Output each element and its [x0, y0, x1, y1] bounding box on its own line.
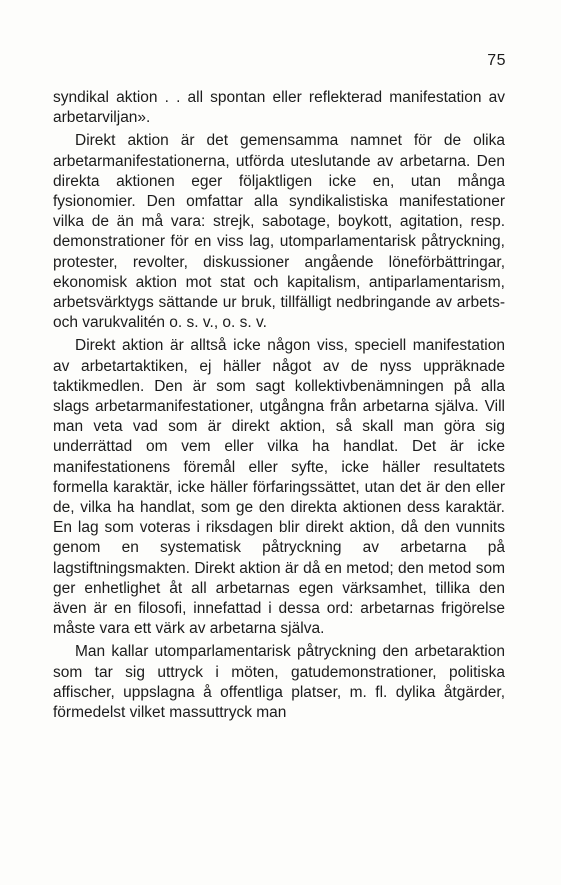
body-text — [53, 88, 505, 726]
paragraph-direct-action-definition: Direkt aktion är det gemensamma namnet för de olika arbetarmanifestationerna, utförda uteslutande av arbetarna. Den direkta aktionen eger följaktligen icke en, utan många fysionomier. Den omfattar alla syndikalistiska manifestationer vilka de än må vara: strejk, sabotage, boykott, agitation, resp. demonstrationer för en viss lag, utomparlamentarisk påtryckning, protester, revolter, diskussioner angående löneförbättringar, ekonomisk aktion mot stat och kapitalism, antiparlamentarism, arbetsvärktygs sättande ur bruk, tillfälligt nedbringande av arbets- och varukvalitén o. s. v., o. s. v. — [53, 132, 505, 332]
paragraph-continuation: syndikal aktion . . all spontan eller reflekterad manifestation av arbetarviljan». — [53, 89, 505, 127]
paragraph-extraparliamentary-pressure: Man kallar utomparlamentarisk påtryckning den arbetaraktion som tar sig uttryck i möten, gatudemonstrationer, politiska affischer, uppslagna å offentliga platser, m. fl. dylika åtgärder, förmedelst vilket massuttryck man — [53, 643, 505, 722]
page-number: 75 — [487, 52, 506, 69]
paragraph-direct-action-method: Direkt aktion är alltså icke någon viss, speciell manifestation av arbetartaktiken, ej häller något av de nyss uppräknade taktikmedlen. Den är som sagt kollektivbenämningen på alla slags arbetarmanifestationer, utgångna från arbetarna själva. Vill man veta vad som är direkt aktion, så skall man göra sig underrättad om vem eller vilka ha handlat. Det är icke manifestationens föremål eller syfte, icke häller resultatets formella karaktär, icke häller förfaringssättet, utan det är den eller de, vilka ha handlat, som ge den direkta aktionen dess karaktär. En lag som voteras i riksdagen blir direkt aktion, då den vunnits genom en systematisk påtryckning av arbetarna på lagstiftningsmakten. Direkt aktion är då en metod; den metod som ger enhetlighet åt all arbetarnas egen värksamhet, tillika den även är en filosofi, innefattad i dessa ord: arbetarnas frigörelse måste vara ett värk av arbetarna själva. — [53, 337, 505, 638]
